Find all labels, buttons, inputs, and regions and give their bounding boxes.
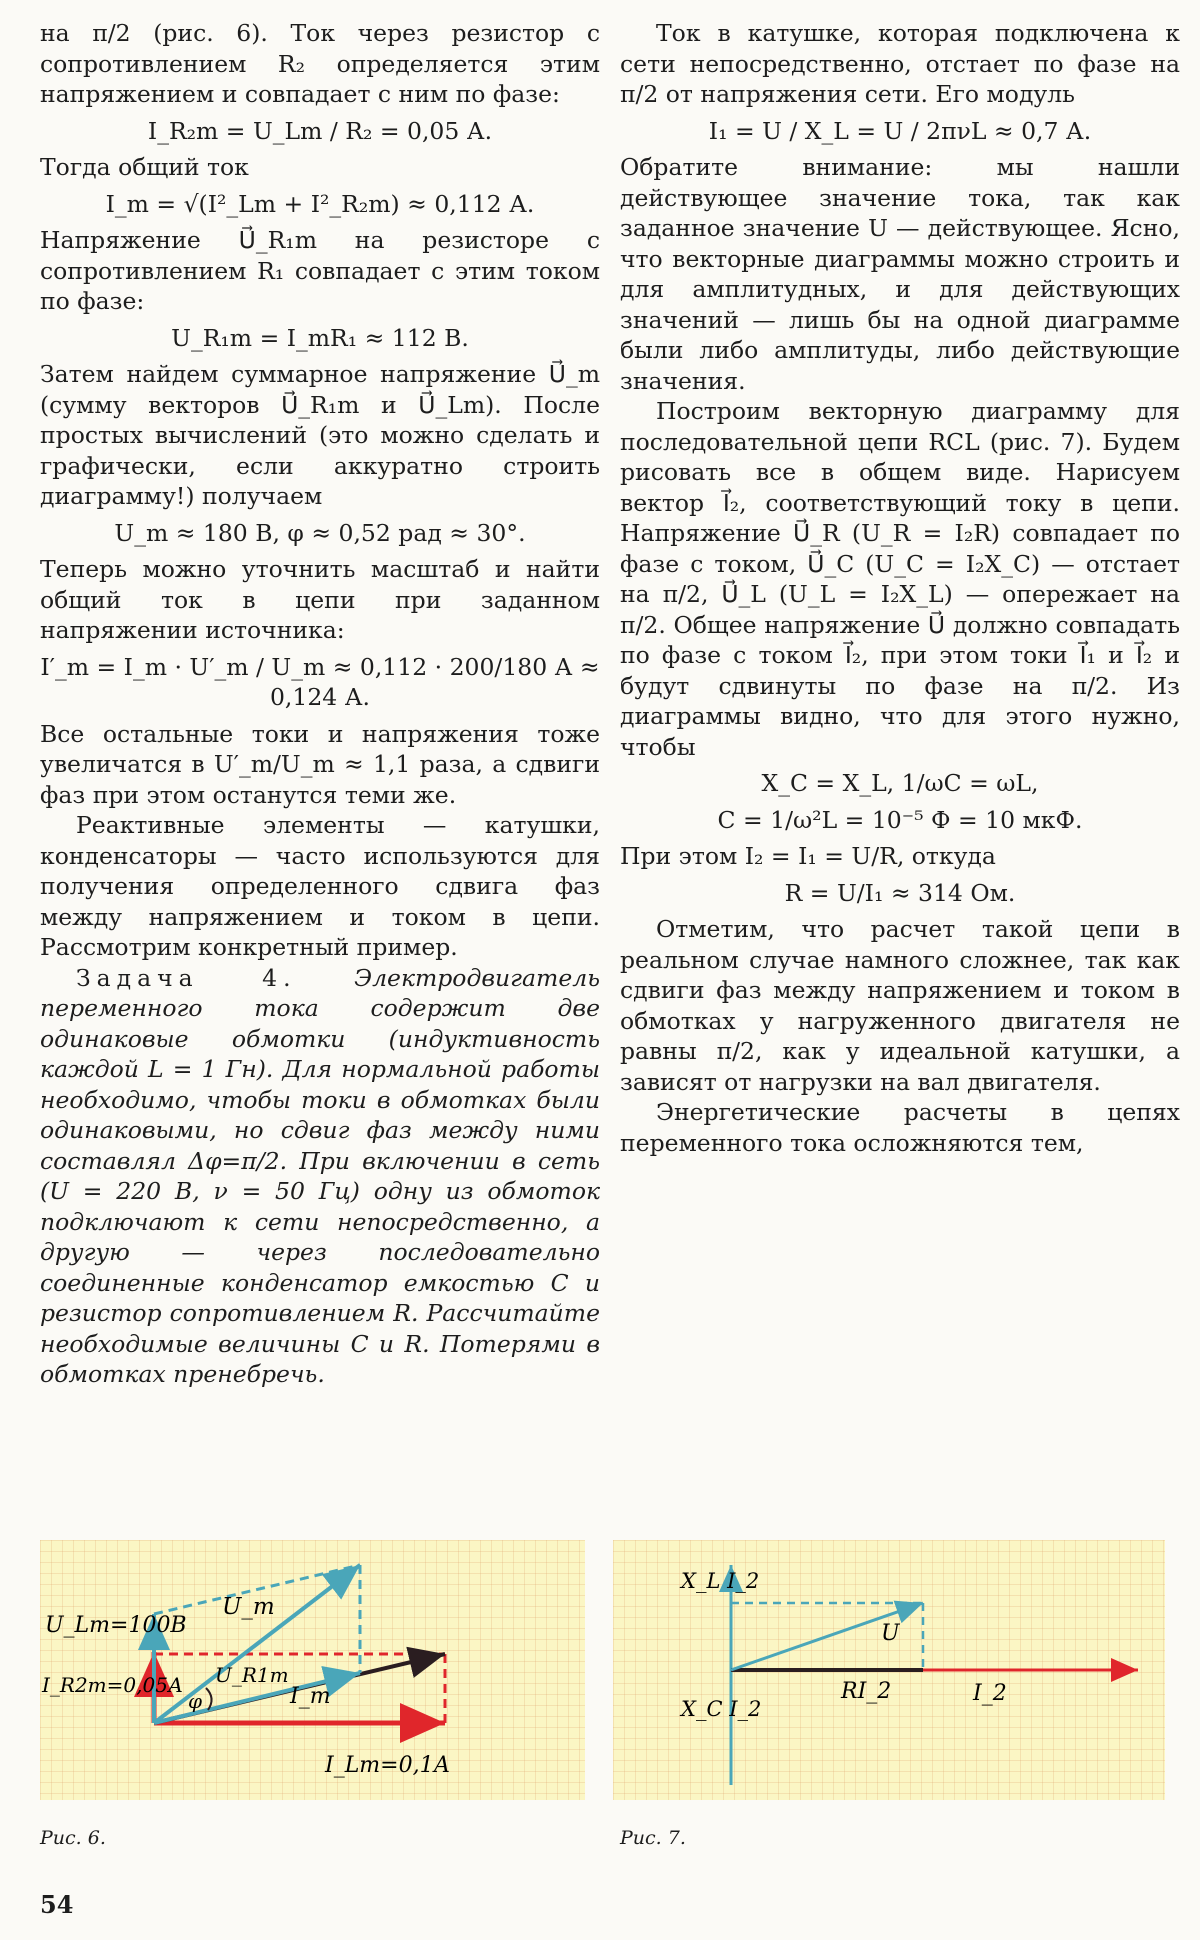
left-formula: I_R₂m = U_Lm / R₂ = 0,05 А. bbox=[147, 116, 493, 145]
figure-6 bbox=[40, 1540, 585, 1800]
right-paragraph: Обратите внимание: мы нашли действующее значение тока, так как заданное значение U — действующее. Ясно, что векторные диаграммы можно строить и для амплитудных, и для действующих значений — лишь бы на одной диаграмме были либо амплитуды, либо действующие значения. bbox=[620, 153, 1180, 395]
label-i-lm: I_Lm=0,1А bbox=[325, 1753, 451, 1778]
right-paragraph: Ток в катушке, которая подключена к сети непосредственно, отстает по фазе на π/2 от напряжения сети. Его модуль bbox=[620, 19, 1180, 108]
right-paragraph: Энергетические расчеты в цепях переменного тока осложняются тем, bbox=[620, 1098, 1180, 1157]
left-column bbox=[40, 18, 600, 1390]
figure-7 bbox=[613, 1540, 1165, 1800]
right-formula: X_C = X_L, 1/ωC = ωL, bbox=[761, 769, 1039, 797]
left-formula: I_m = √(I²_Lm + I²_R₂m) ≈ 0,112 А. bbox=[105, 189, 535, 218]
right-formula: R = U/I₁ ≈ 314 Ом. bbox=[784, 878, 1016, 907]
label-u: U bbox=[881, 1621, 900, 1646]
label-i2: I_2 bbox=[973, 1681, 1007, 1706]
right-paragraph: При этом I₂ = I₁ = U/R, откуда bbox=[620, 842, 996, 870]
left-paragraph: Тогда общий ток bbox=[40, 153, 249, 181]
left-paragraph: на π/2 (рис. 6). Ток через резистор с сопротивлением R₂ определяется этим напряжением и совпадает с ним по фазе: bbox=[40, 19, 600, 108]
label-ri2: RI_2 bbox=[841, 1679, 892, 1704]
left-paragraph: Теперь можно уточнить масштаб и найти общий ток в цепи при заданном напряжении источника: bbox=[40, 555, 600, 644]
label-u-lm: U_Lm=100В bbox=[45, 1613, 187, 1638]
label-i-m: I_m bbox=[290, 1684, 331, 1709]
label-xc-i2: X_C I_2 bbox=[681, 1697, 762, 1721]
label-u-r1m: U_R1m bbox=[215, 1663, 289, 1687]
left-paragraph: Напряжение U⃗_R₁m на резисторе с сопротивлением R₁ совпадает с этим током по фазе: bbox=[40, 226, 600, 315]
label-i-r2m: I_R2m=0,05А bbox=[42, 1673, 184, 1697]
label-xl-i2: X_L I_2 bbox=[681, 1569, 760, 1593]
left-formula: I′_m = I_m · U′_m / U_m ≈ 0,112 · 200/180 А ≈ 0,124 А. bbox=[40, 652, 600, 711]
left-paragraph: Затем найдем суммарное напряжение U⃗_m (сумму векторов U⃗_R₁m и U⃗_Lm). После простых вычислений (это можно сделать и графически, если аккуратно строить диаграмму!) получаем bbox=[40, 360, 600, 510]
task-4 bbox=[40, 963, 600, 1390]
figure-7-svg bbox=[613, 1540, 1165, 1800]
left-formula: U_R₁m = I_mR₁ ≈ 112 В. bbox=[171, 323, 469, 352]
right-paragraph: Отметим, что расчет такой цепи в реальном случае намного сложнее, так как сдвиги фаз между напряжением и током в обмотках у нагруженного двигателя не равны π/2, как у идеальной катушки, а зависят от нагрузки на вал двигателя. bbox=[620, 915, 1180, 1096]
figure-6-svg bbox=[40, 1540, 585, 1800]
phi-arc bbox=[206, 1688, 212, 1710]
right-formula: I₁ = U / X_L = U / 2πνL ≈ 0,7 А. bbox=[708, 116, 1092, 145]
left-formula: U_m ≈ 180 В, φ ≈ 0,52 рад ≈ 30°. bbox=[114, 518, 526, 547]
label-u-m: U_m bbox=[222, 1594, 275, 1620]
left-paragraph: Все остальные токи и напряжения тоже увеличатся в U′_m/U_m ≈ 1,1 раза, а сдвиги фаз при этом останутся теми же. bbox=[40, 719, 600, 809]
figure-6-caption: Рис. 6. bbox=[40, 1827, 106, 1849]
task-label: Задача 4. bbox=[76, 963, 297, 992]
page-number: 54 bbox=[40, 1890, 74, 1919]
figure-7-caption: Рис. 7. bbox=[620, 1827, 686, 1849]
left-paragraph: Реактивные элементы — катушки, конденсаторы — часто используются для получения определенного сдвига фаз между напряжением и током в цепи. Рассмотрим конкретный пример. bbox=[40, 811, 600, 961]
right-formula: C = 1/ω²L = 10⁻⁵ Ф = 10 мкФ. bbox=[717, 805, 1083, 834]
label-phi: φ bbox=[188, 1689, 203, 1713]
right-paragraph: Построим векторную диаграмму для последовательной цепи RCL (рис. 7). Будем рисовать все в общем виде. Нарисуем вектор I⃗₂, соответствующий току в цепи. Напряжение U⃗_R (U_R = I₂R) совпадает по фазе с током, U⃗_C (U_C = I₂X_C) — отстает на π/2, U⃗_L (U_L = I₂X_L) — опережает на π/2. Общее напряжение U⃗ должно совпадать по фазе с током I⃗₂, при этом токи I⃗₁ и I⃗₂ и будут сдвинуты по фазе на π/2. Из диаграммы видно, что для этого нужно, чтобы bbox=[620, 397, 1180, 761]
task-text: Электродвигатель переменного тока содержит две одинаковые обмотки (индуктивность каждой L = 1 Гн). Для нормальной работы необходимо, чтобы токи в обмотках были одинаковыми, но сдвиг фаз между ними составлял Δφ=π/2. При включении в сеть (U = 220 В, ν = 50 Гц) одну из обмоток подключают к сети непосредственно, а другую — через последовательно соединенные конденсатор емкостью C и резистор сопротивлением R. Рассчитайте необходимые величины C и R. Потерями в обмотках пренебречь. bbox=[40, 963, 600, 1388]
right-column bbox=[620, 18, 1180, 1158]
